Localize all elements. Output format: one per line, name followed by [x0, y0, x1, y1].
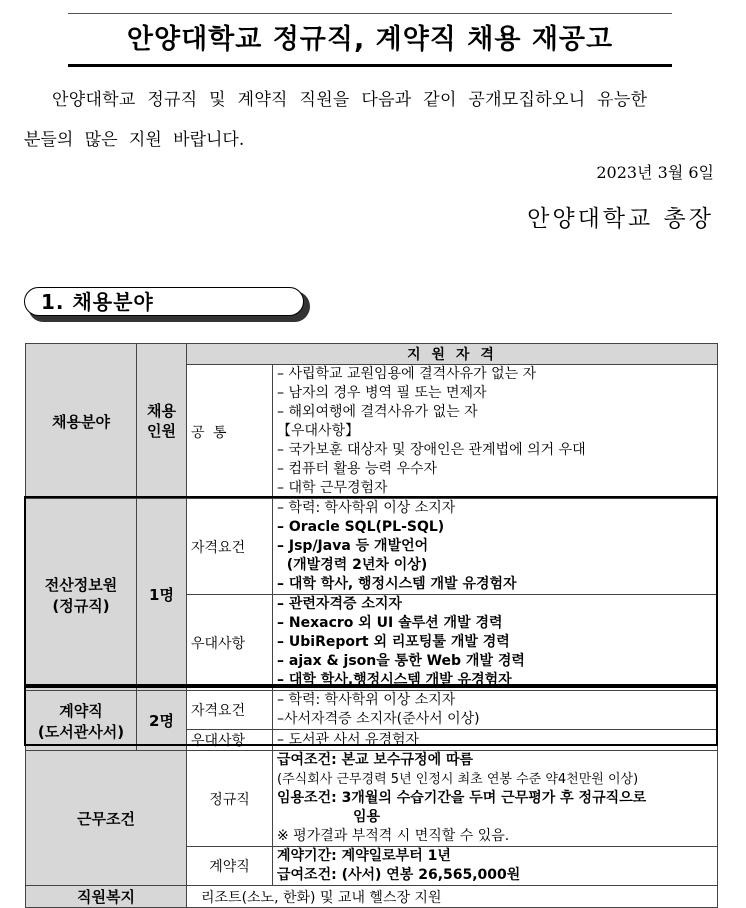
row1-pref-line: – 관련자격증 소지자 [277, 596, 402, 612]
row1-req-lines [273, 499, 718, 595]
common-line: – 대학 근무경험자 [277, 480, 388, 496]
row1-req-line: – Oracle SQL(PL-SQL) [277, 519, 445, 535]
page-title: 안양대학교 정규직, 계약직 채용 재공고 [126, 24, 614, 55]
row2-req-line: – 학력: 학사학위 이상 소지자 [277, 692, 456, 708]
common-line: – 사립학교 교원임용에 결격사유가 없는 자 [277, 366, 537, 382]
contract-line: 계약기간: 계약일로부터 1년 [277, 848, 451, 864]
row1-req-line: (개발경력 2년차 이상) [277, 557, 428, 573]
row1-field: 전산정보원 (정규직) [26, 499, 137, 691]
regular-line: ※ 평가결과 부적격 시 면직할 수 있음. [277, 828, 510, 844]
header-count: 채용 인원 [137, 344, 187, 499]
title-underline [68, 64, 672, 67]
recruitment-table [25, 343, 718, 908]
row2-req-line: –사서자격증 소지자(준사서 이상) [277, 711, 480, 727]
announcement-date: 2023년 3월 6일 [596, 163, 714, 182]
row1-pref-lines [273, 595, 718, 691]
row2-pref-lines [273, 730, 718, 751]
regular-line: (주식회사 근무경력 5년 인정시 최초 연봉 수준 약4천만원 이상) [277, 772, 639, 787]
row1-req-line: – Jsp/Java 등 개발언어 [277, 538, 429, 554]
row1-req-line: – 대학 학사, 행정시스템 개발 유경험자 [277, 576, 517, 592]
regular-line: 급여조건: 본교 보수규정에 따름 [277, 752, 474, 768]
contract-line: 급여조건: (사서) 연봉 26,565,000원 [277, 867, 521, 883]
row1-pref-line: – UbiReport 외 리포팅툴 개발 경력 [277, 634, 510, 650]
section-heading-label: 1. 채용분야 [24, 287, 304, 316]
row2-req-label: 자격요건 [187, 691, 273, 730]
header-qualification: 지 원 자 격 [187, 344, 718, 365]
work-label: 근무조건 [26, 751, 187, 886]
contract-lines [273, 847, 718, 886]
row1-pref-line: – 대학 학사,행정시스템 개발 유경험자 [277, 672, 512, 688]
welfare-label: 직원복지 [26, 886, 187, 908]
row2-field: 계약직 (도서관사서) [26, 691, 137, 751]
top-rule [68, 13, 672, 14]
row2-count: 2명 [137, 691, 187, 751]
row1-count: 1명 [137, 499, 187, 691]
row2-pref-label: 우대사항 [187, 730, 273, 751]
row1-pref-line: – Nexacro 외 UI 솔루션 개발 경력 [277, 615, 503, 631]
common-line: – 남자의 경우 병역 필 또는 면제자 [277, 385, 487, 401]
common-line: – 컴퓨터 활용 능력 우수자 [277, 461, 438, 477]
signature: 안양대학교 총장 [527, 206, 714, 232]
regular-line: 임용조건: 3개월의 수습기간을 두며 근무평가 후 정규직으로 [277, 790, 647, 806]
welfare-text: 리조트(소노, 한화) 및 교내 헬스장 지원 [187, 886, 718, 908]
row2-req-lines [273, 691, 718, 730]
row1-req-line: – 학력: 학사학위 이상 소지자 [277, 500, 456, 516]
contract-label: 계약직 [187, 847, 273, 886]
row1-pref-line: – ajax & json을 통한 Web 개발 경력 [277, 653, 525, 669]
regular-lines [273, 751, 718, 847]
common-line: 【우대사항】 [277, 423, 360, 439]
row2-pref-line: – 도서관 사서 유경험자 [277, 731, 420, 748]
row1-pref-label: 우대사항 [187, 595, 273, 691]
intro-line-1: 안양대학교 정규직 및 계약직 직원을 다음과 같이 공개모집하오니 유능한 [52, 90, 648, 110]
row1-req-label: 자격요건 [187, 499, 273, 595]
regular-line: 임용 [353, 809, 381, 825]
common-line: – 해외여행에 결격사유가 없는 자 [277, 404, 478, 420]
common-label: 공 통 [187, 365, 273, 499]
regular-label: 정규직 [187, 751, 273, 847]
common-lines [273, 365, 718, 499]
header-field: 채용분야 [26, 344, 137, 499]
intro-line-2: 분들의 많은 지원 바랍니다. [24, 130, 245, 150]
common-line: – 국가보훈 대상자 및 장애인은 관계법에 의거 우대 [277, 442, 586, 458]
intro-paragraph [24, 80, 724, 160]
section-heading [24, 287, 311, 323]
